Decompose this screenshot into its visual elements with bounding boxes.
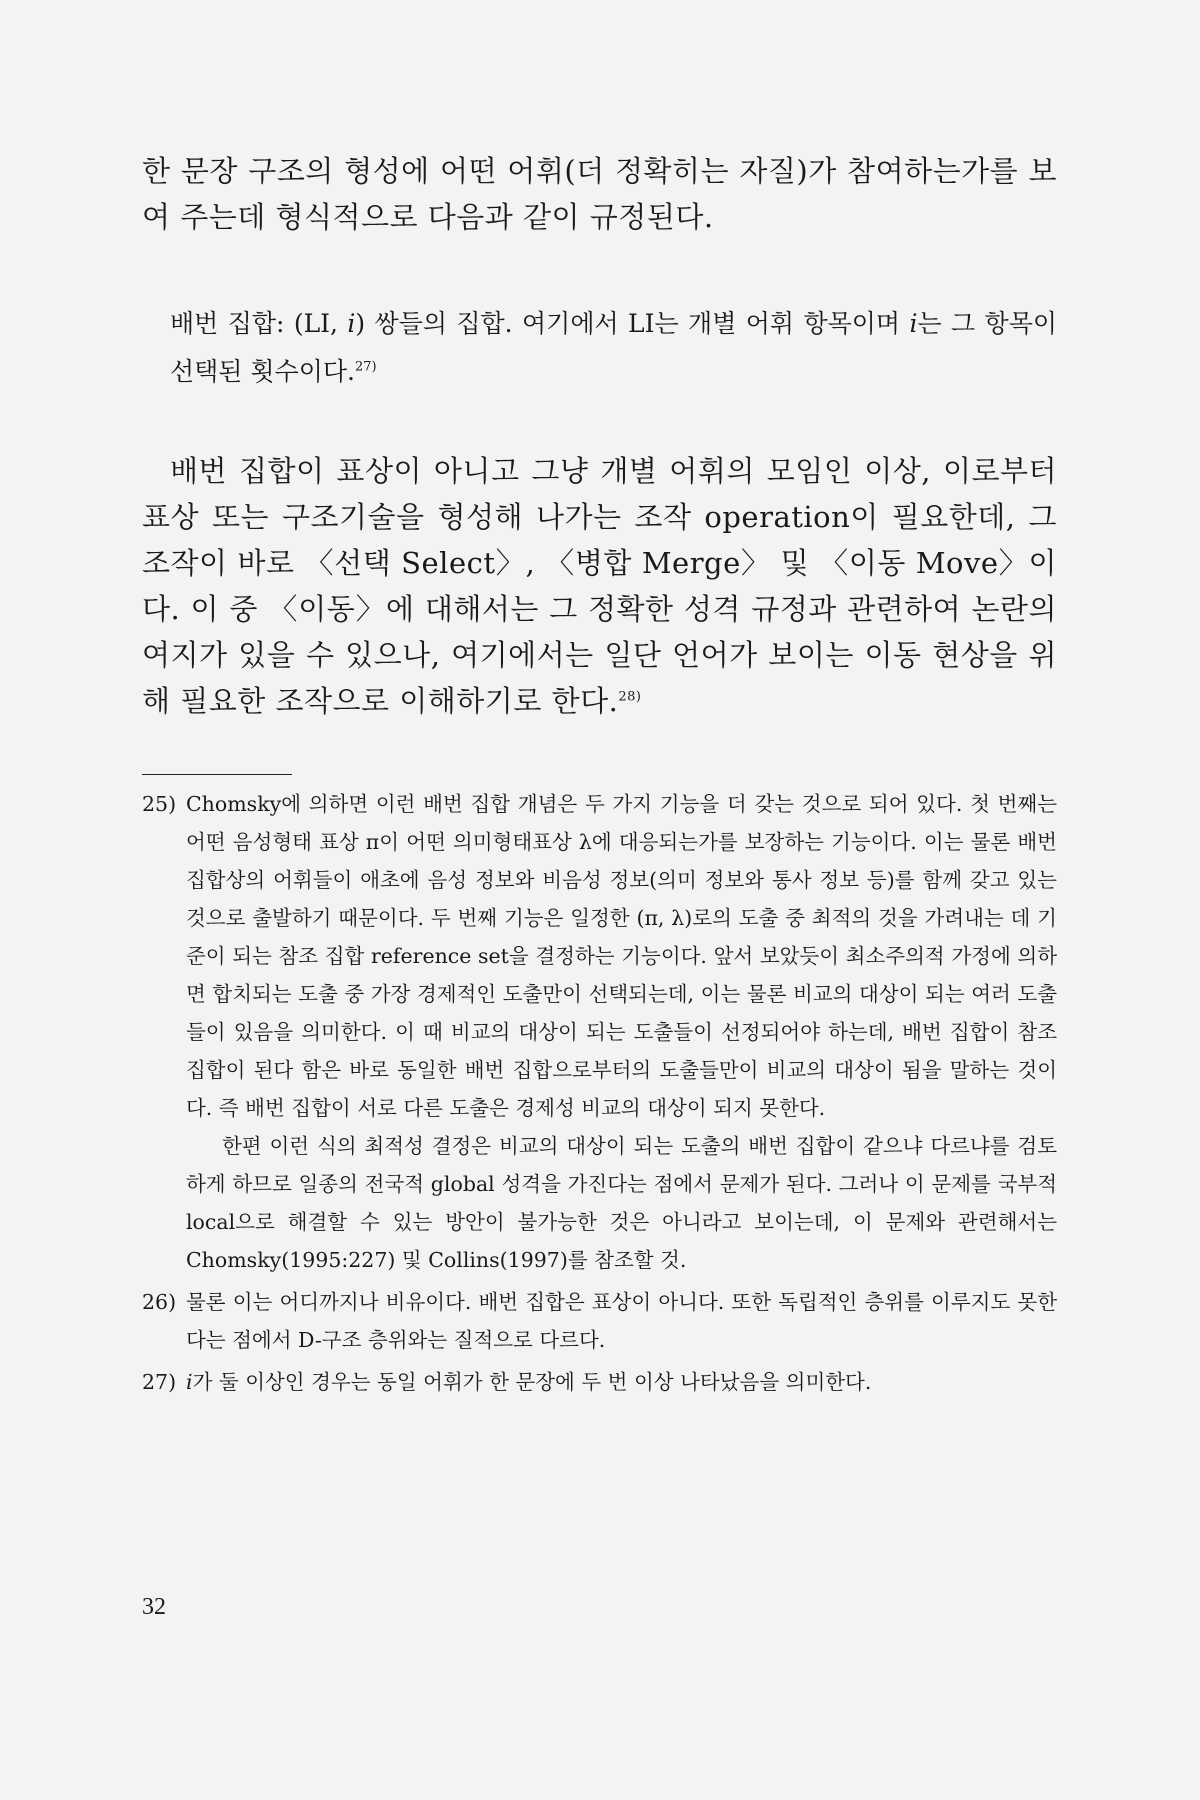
body-paragraph-2	[142, 448, 1057, 724]
footnote-ref-27: 27)	[354, 359, 377, 375]
footnote-26-text: 물론 이는 어디까지나 비유이다. 배번 집합은 표상이 아니다. 또한 독립적인 층위를 이루지도 못한다는 점에서 D-구조 층위와는 질적으로 다르다.	[186, 1290, 1057, 1352]
footnote-26	[142, 1283, 1057, 1359]
footnote-25-text: Chomsky에 의하면 이런 배번 집합 개념은 두 가지 기능을 더 갖는 것으로 되어 있다. 첫 번째는 어떤 음성형태 표상 π이 어떤 의미형태표상 λ에 대응되는가를 보장하는 기능이다. 이는 물론 배번 집합상의 어휘들이 애초에 음성 정보와 비음성 정보(의미 정보와 통사 정보 등)를 함께 갖고 있는 것으로 출발하기 때문이다. 두 번째 기능은 일정한 (π, λ)로의 도출 중 최적의 것을 가려내는 데 기준이 되는 참조 집합 reference set을 결정하는 기능이다. 앞서 보았듯이 최소주의적 가정에 의하면 합치되는 도출 중 가장 경제적인 도출만이 선택되는데, 이는 물론 비교의 대상이 되는 여러 도출들이 있음을 의미한다. 이 때 비교의 대상이 되는 도출들이 선정되어야 하는데, 배번 집합이 참조 집합이 된다 함은 바로 동일한 배번 집합으로부터의 도출들만이 비교의 대상이 됨을 말하는 것이다. 즉 배번 집합이 서로 다른 도출은 경제성 비교의 대상이 되지 못한다.	[186, 792, 1057, 1120]
footnote-25	[142, 785, 1057, 1127]
quote-text-1: 배번 집합: (LI,	[170, 309, 348, 338]
footnote-26-number: 26)	[142, 1290, 177, 1314]
footnote-25-continuation: 한편 이런 식의 최적성 결정은 비교의 대상이 되는 도출의 배번 집합이 같으냐 다르냐를 검토하게 하므로 일종의 전국적 global 성격을 가진다는 점에서 문제가 된다. 그러나 이 문제를 국부적 local으로 해결할 수 있는 방안이 불가능한 것은 아니라고 보이는데, 이 문제와 관련해서는 Chomsky(1995:227) 및 Collins(1997)를 참조할 것.	[186, 1134, 1057, 1272]
quote-italic-i: i	[347, 309, 356, 338]
footnotes-section	[142, 785, 1057, 1401]
footnote-27-number: 27)	[142, 1370, 177, 1394]
page-content	[142, 148, 1057, 1401]
footnote-ref-28: 28)	[618, 689, 642, 705]
body-paragraph-1: 한 문장 구조의 형성에 어떤 어휘(더 정확히는 자질)가 참여하는가를 보여 주는데 형식적으로 다음과 같이 규정된다.	[142, 154, 1057, 234]
quote-text-3: 는 그 항목이 선택된 횟수이다.	[170, 309, 1057, 386]
body-paragraph-2-text: 배번 집합이 표상이 아니고 그냥 개별 어휘의 모임인 이상, 이로부터 표상 또는 구조기술을 형성해 나가는 조작 operation이 필요한데, 그 조작이 바로 〈선택 Select〉, 〈병합 Merge〉 및 〈이동 Move〉이다. 이 중 〈이동〉에 대해서는 그 정확한 성격 규정과 관련하여 논란의 여지가 있을 수 있으나, 여기에서는 일단 언어가 보이는 이동 현상을 위해 필요한 조작으로 이해하기로 한다.	[142, 454, 1057, 718]
page-number: 32	[142, 1594, 166, 1620]
footnote-27	[142, 1363, 1057, 1401]
footnote-27-body	[186, 1363, 1057, 1401]
footnote-27-text: 가 둘 이상인 경우는 동일 어휘가 한 문장에 두 번 이상 나타났음을 의미한다.	[192, 1370, 872, 1394]
quote-italic-i-2: i	[909, 309, 918, 338]
definition-block-quote	[170, 300, 1057, 396]
footnote-25-number: 25)	[142, 792, 177, 816]
footnote-27-italic-i: i	[186, 1370, 193, 1394]
quote-text-2: ) 쌍들의 집합. 여기에서 LI는 개별 어휘 항목이며	[355, 309, 910, 338]
footnote-divider	[142, 774, 292, 775]
